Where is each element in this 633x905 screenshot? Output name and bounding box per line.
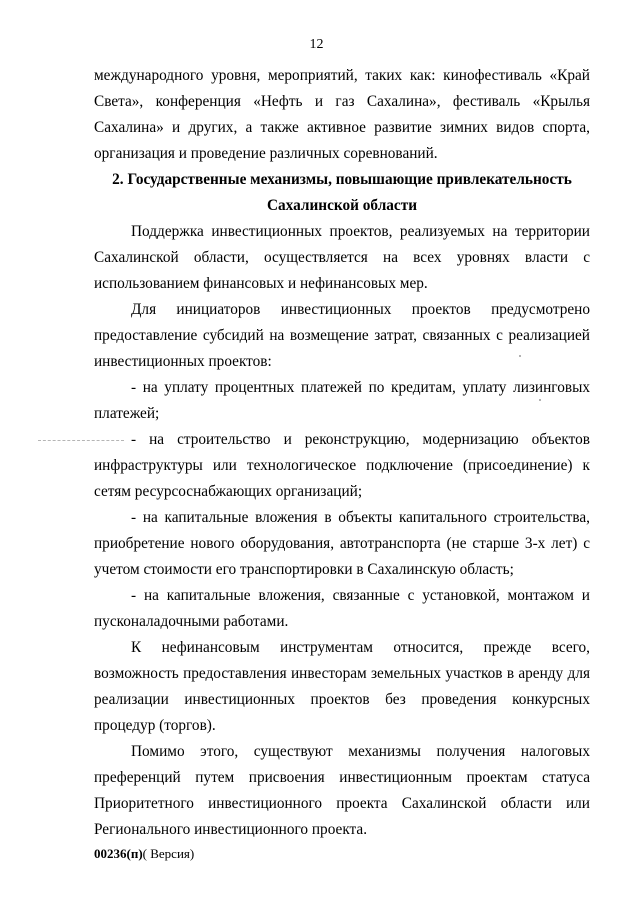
document-code: 00236(п) — [94, 846, 143, 861]
document-body — [94, 63, 590, 843]
scan-speck — [539, 399, 541, 401]
document-footer — [94, 846, 194, 862]
list-item-installation: - на капитальные вложения, связанные с установкой, монтажом и пусконаладочными работами. — [94, 587, 590, 630]
paragraph-tax-preferences: Помимо этого, существуют механизмы получения налоговых преференций путем присвоения инвестиционным проектам статуса Приоритетного инвестиционного проекта Сахалинской области или Регионального инвестиционного проекта. — [94, 743, 590, 838]
scan-speck — [519, 355, 521, 357]
paragraph-continuation: международного уровня, мероприятий, таких как: кинофестиваль «Край Света», конференция «Нефть и газ Сахалина», фестиваль «Крылья Сахалина» и других, а также активное развитие зимних видов спорта, организация и проведение различных соревнований. — [94, 67, 590, 162]
scan-margin-mark — [38, 440, 124, 441]
paragraph-nonfinancial-tools: К нефинансовым инструментам относится, прежде всего, возможность предоставления инвесторам земельных участков в аренду для реализации инвестиционных проектов без проведения конкурсных процедур (торгов). — [94, 639, 590, 734]
section-heading: 2. Государственные механизмы, повышающие привлекательность Сахалинской области — [112, 171, 572, 214]
paragraph-support-intro: Поддержка инвестиционных проектов, реализуемых на территории Сахалинской области, осуществляется на всех уровнях власти с использованием финансовых и нефинансовых мер. — [94, 223, 590, 292]
list-item-capital-investments: - на капитальные вложения в объекты капитального строительства, приобретение нового оборудования, автотранспорта (не старше 3-х лет) с учетом стоимости его транспортировки в Сахалинскую область; — [94, 509, 590, 578]
list-item-construction: - на строительство и реконструкцию, модернизацию объектов инфраструктуры или технологическое подключение (присоединение) к сетям ресурсоснабжающих организаций; — [94, 431, 590, 500]
paragraph-subsidies-intro: Для инициаторов инвестиционных проектов предусмотрено предоставление субсидий на возмещение затрат, связанных с реализацией инвестиционных проектов: — [94, 301, 590, 370]
document-version-label: ( Версия) — [142, 846, 195, 861]
list-item-interest-payments: - на уплату процентных платежей по кредитам, уплату лизинговых платежей; — [94, 379, 590, 422]
page-number: 12 — [309, 37, 324, 52]
